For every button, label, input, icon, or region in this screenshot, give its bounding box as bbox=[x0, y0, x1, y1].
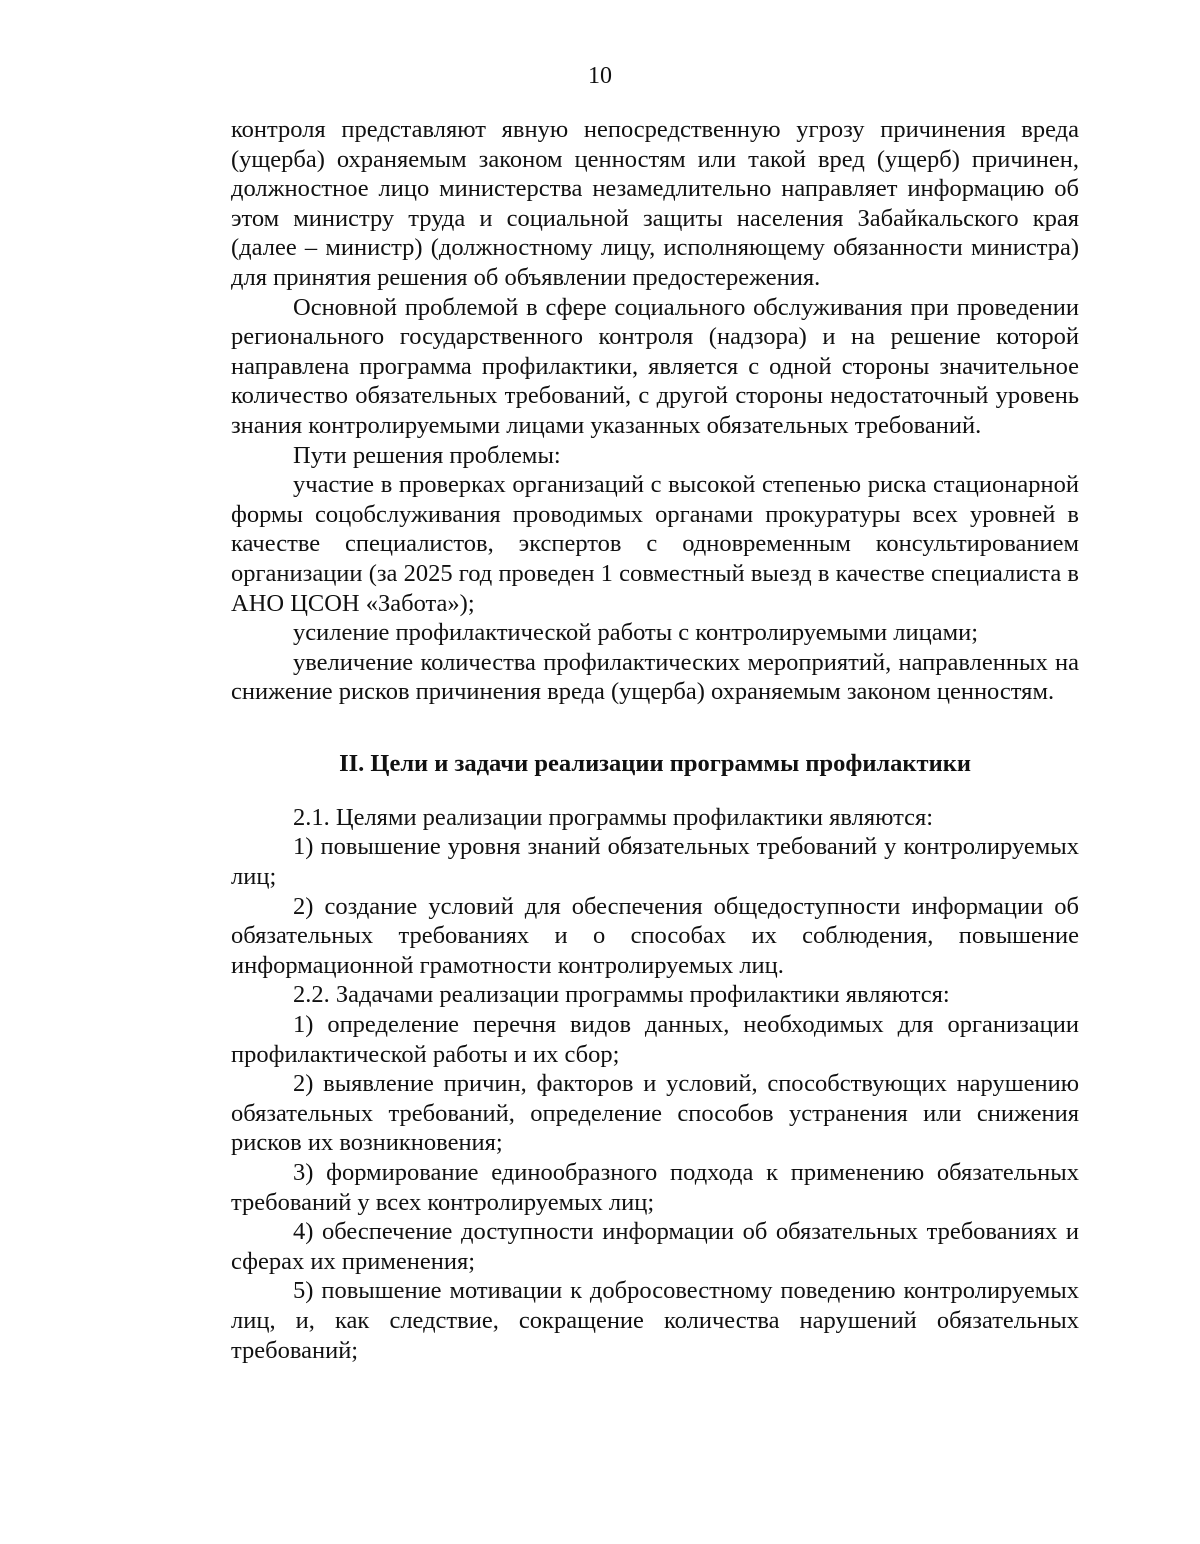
section-heading: II. Цели и задачи реализации программы профилактики bbox=[339, 749, 971, 777]
document-body bbox=[231, 115, 1079, 1365]
paragraph: 2.2. Задачами реализации программы профилактики являются: bbox=[293, 981, 950, 1009]
paragraph: контроля представляют явную непосредственную угрозу причинения вреда (ущерба) охраняемым законом ценностям или такой вред (ущерб) причинен, должностное лицо министерства незамедлительно направляет информацию об этом министру труда и социальной защиты населения Забайкальского края (далее – министр) (должностному лицу, исполняющему обязанности министра) для принятия решения об объявлении предостережения. bbox=[231, 116, 1079, 291]
paragraph: участие в проверках организаций с высокой степенью риска стационарной формы соцобслуживания проводимых органами прокуратуры всех уровней в качестве специалистов, экспертов с одновременным консультированием организации (за 2025 год проведен 1 совместный выезд в качестве специалиста в АНО ЦСОН «Забота»); bbox=[231, 471, 1079, 617]
paragraph: усиление профилактической работы с контролируемыми лицами; bbox=[293, 619, 979, 647]
list-item: 2) выявление причин, факторов и условий, способствующих нарушению обязательных требований, определение способов устранения или снижения рисков их возникновения; bbox=[231, 1070, 1079, 1157]
list-item: 3) формирование единообразного подхода к применению обязательных требований у всех контролируемых лиц; bbox=[231, 1159, 1079, 1216]
paragraph: увеличение количества профилактических мероприятий, направленных на снижение рисков причинения вреда (ущерба) охраняемым законом ценностям. bbox=[231, 648, 1079, 706]
list-item: 5) повышение мотивации к добросовестному поведению контролируемых лиц, и, как следствие, сокращение количества нарушений обязательных требований; bbox=[231, 1277, 1079, 1364]
page-number: 10 bbox=[588, 63, 612, 89]
list-item: 4) обеспечение доступности информации об обязательных требованиях и сферах их применения; bbox=[231, 1218, 1079, 1275]
list-item: 2) создание условий для обеспечения общедоступности информации об обязательных требованиях и о способах их соблюдения, повышение информационной грамотности контролируемых лиц. bbox=[231, 892, 1079, 979]
list-item: 1) определение перечня видов данных, необходимых для организации профилактической работы и их сбор; bbox=[231, 1011, 1079, 1068]
paragraph: 2.1. Целями реализации программы профилактики являются: bbox=[293, 803, 934, 831]
paragraph: Пути решения проблемы: bbox=[293, 441, 561, 469]
list-item: 1) повышение уровня знаний обязательных требований у контролируемых лиц; bbox=[231, 833, 1079, 891]
paragraph: Основной проблемой в сфере социального обслуживания при проведении регионального государственного контроля (надзора) и на решение которой направлена программа профилактики, является с одной стороны значительное количество обязательных требований, с другой стороны недостаточный уровень знания контролируемыми лицами указанных обязательных требований. bbox=[231, 293, 1079, 439]
